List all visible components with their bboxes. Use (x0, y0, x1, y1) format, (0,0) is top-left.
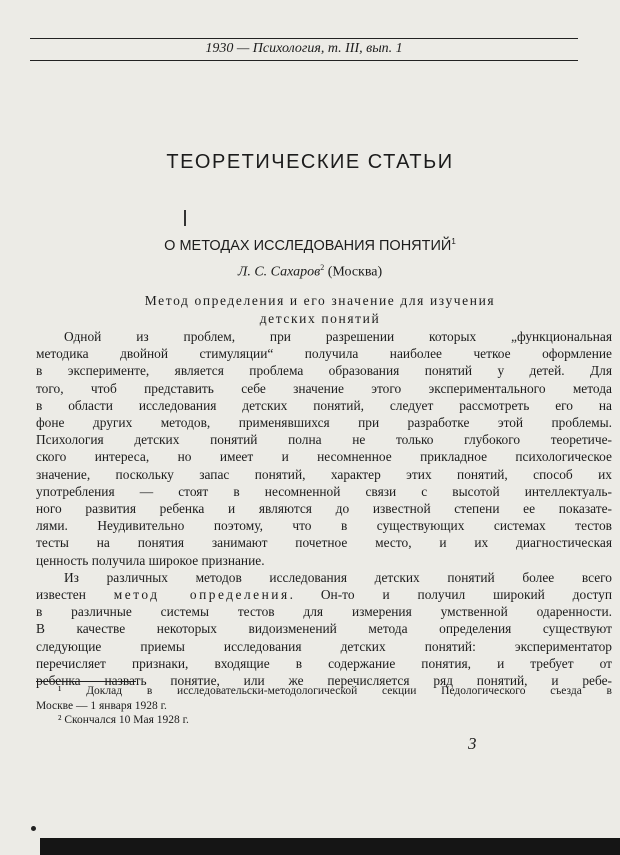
subheading-line: Метод определения и его значение для изучения (144, 293, 496, 308)
footnote-1-line: ¹ Доклад в исследовательски-методологической секции Педологического съезда в (58, 685, 612, 697)
text-line: Одной из проблем, при разрешении которых „функциональная (64, 329, 612, 344)
author-line (0, 259, 620, 282)
text-line: значение, поскольку запас понятий, характер этих понятий, способ их (36, 466, 612, 482)
text-line: следующие приемы исследования детских понятий: экспериментатор (36, 638, 612, 654)
text-line: Из различных методов исследования детских понятий более всего (64, 569, 612, 585)
text-line: перечисляет признаки, входящие в содержание понятия, и требует от (36, 655, 612, 671)
text-line: фоне других методов, применявшихся при разработке этой проблемы. (36, 415, 612, 431)
scan-edge-band (40, 838, 620, 855)
title-footnote-mark: 1 (451, 237, 456, 246)
body-text (36, 328, 612, 689)
subheading-line: детских понятий (259, 311, 381, 326)
footnote-1-line: Москве — 1 января 1928 г. (36, 699, 167, 712)
text-line: тесты на понятия занимают почетное место, и их диагностическая (36, 535, 612, 551)
text-line (36, 586, 612, 603)
text-line: в различные системы тестов для измерения умственной одаренности. (36, 604, 612, 620)
text-line: лями. Неудивительно поэтому, что в существующих системах тестов (36, 518, 612, 534)
text-line: того, чтоб представить себе значение этого экспериментального метода (36, 380, 612, 396)
text-run: . Он-то и получил широкий доступ (289, 587, 613, 603)
footnotes (36, 684, 612, 728)
paragraph-1 (36, 328, 612, 569)
text-line: ского интереса, но имеет и несомненное прикладное психологическое (36, 449, 612, 465)
text-line: ного развития ребенка и являются до известной степени ее показате- (36, 501, 612, 517)
text-line: Психология детских понятий полна не только глубокого теоретиче- (36, 432, 612, 448)
running-head: 1930 — Психология, т. III, вып. 1 (205, 41, 403, 56)
author-affiliation: (Москва) (327, 264, 383, 280)
text-run: известен (36, 587, 114, 603)
page-number: 3 (468, 734, 477, 753)
paragraph-2 (36, 569, 612, 689)
text-line: в эксперименте, является проблема образования понятий у детей. Для (36, 363, 612, 379)
text-line: В качестве некоторых видоизменений метода определения существуют (36, 621, 612, 637)
scan-speck (31, 826, 36, 831)
section-title: ТЕОРЕТИЧЕСКИЕ СТАТЬИ (166, 151, 454, 173)
text-line: методика двойной стимуляции“ получила наиболее четкое оформление (36, 346, 612, 362)
text-line: ценность получила широкое признание. (36, 552, 265, 568)
pencil-mark (184, 210, 186, 226)
header-rule-bottom (30, 60, 578, 61)
text-line: употребления — стоят в несомненной связи с высотой интеллектуаль- (36, 483, 612, 499)
emphasized-term: метод определения (113, 587, 290, 603)
header-rule-top (30, 38, 578, 39)
text-line: в области исследования детских понятий, следует рассмотреть его на (36, 397, 612, 413)
footnote-rule (36, 681, 136, 682)
footnote-2: ² Скончался 10 Мая 1928 г. (58, 714, 189, 726)
article-title (0, 233, 620, 255)
subheading (30, 292, 610, 328)
author-name: Л. С. Сахаров (237, 264, 321, 280)
article-title-text: О МЕТОДАХ ИССЛЕДОВАНИЯ ПОНЯТИЙ (164, 237, 452, 254)
text-line: ребенка назвать понятие, или же перечисляется ряд понятий, и ребе- (36, 673, 612, 689)
author-footnote-mark: 2 (320, 263, 325, 272)
